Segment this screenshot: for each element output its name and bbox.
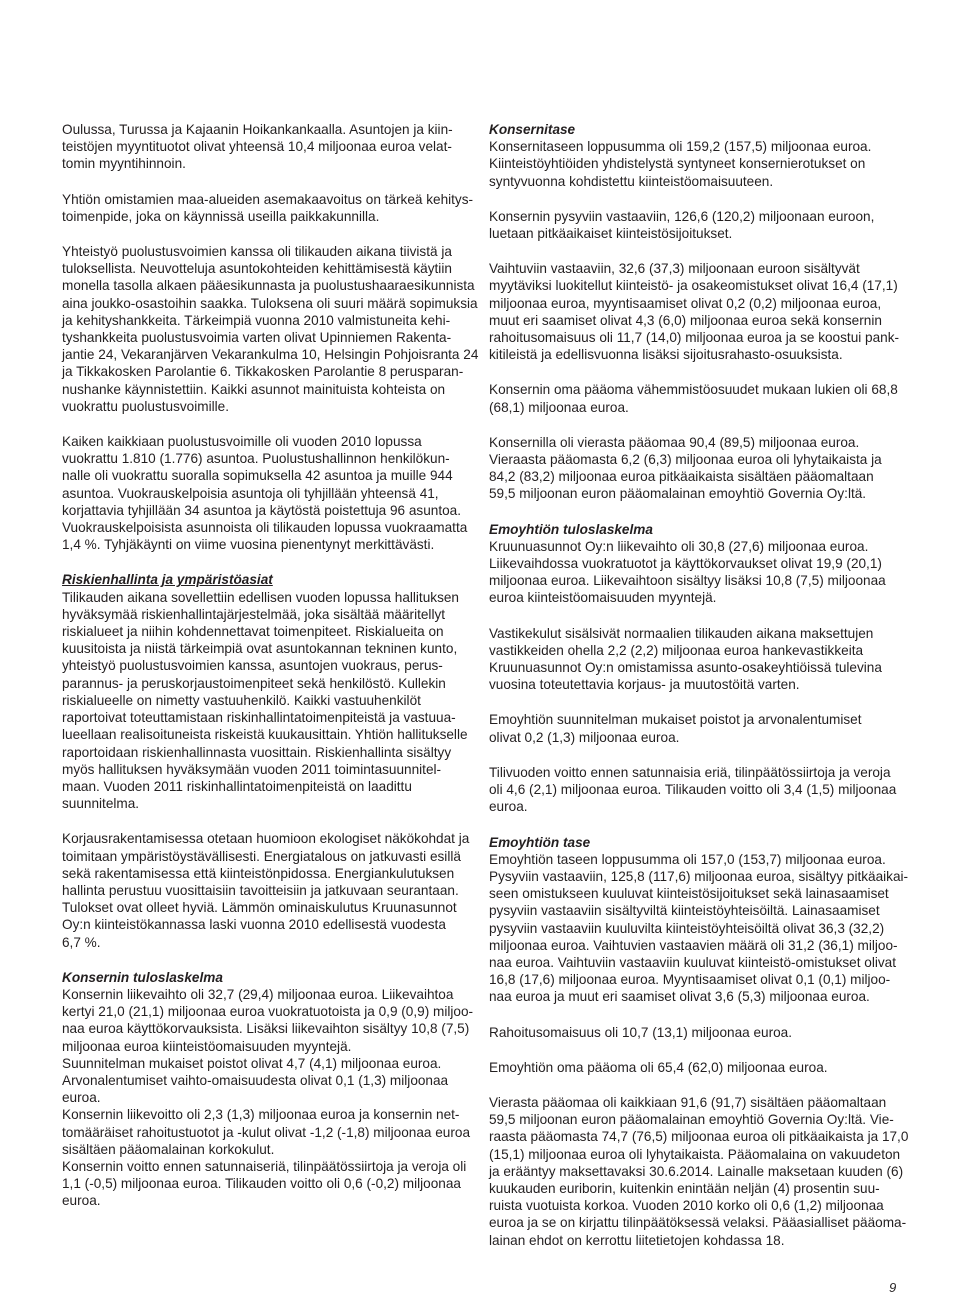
text-line: euroa ja se on kirjattu tilinpäätöksessä velaksi. Pääasialliset pääoma- xyxy=(489,1215,907,1231)
text-line: vastikkeiden ohella 2,2 (2,2) miljoonaa euroa hankevastikkeita xyxy=(489,642,864,658)
paragraph xyxy=(489,1094,909,1249)
text-line: nalle oli vuokrattu suoralla sopimuksella 42 asuntoa ja muille 944 xyxy=(62,468,453,484)
text-line: olivat 0,2 (1,3) miljoonaa euroa. xyxy=(489,729,680,745)
text-line: tuloksellista. Neuvotteluja asuntokohteiden kehittämisestä käytiin xyxy=(62,261,452,277)
text-line: yhteistyö puolustusvoimien kanssa, asuntojen vuokraus, perus- xyxy=(62,658,443,674)
text-line: Emoyhtiön oma pääoma oli 65,4 (62,0) miljoonaa euroa. xyxy=(489,1059,828,1075)
section-heading-group-balance: Konsernitase xyxy=(489,122,576,137)
text-line: Konsernitaseen loppusumma oli 159,2 (157,5) miljoonaa euroa. xyxy=(489,139,872,155)
text-line: parannus- ja peruskorjaustoimenpiteet sekä henkilöstö. Kullekin xyxy=(62,675,446,691)
text-line: raportoivat toteuttamistaan riskinhallintatoimenpiteistä ja vastuua- xyxy=(62,710,456,726)
text-line: raasta pääomasta 74,7 (76,5) miljoonaa euroa oli pitkäaikaista ja 17,0 xyxy=(489,1129,909,1145)
text-line: Konsernin voitto ennen satunnaiseriä, tilinpäätössiirtoja ja veroja oli xyxy=(62,1158,467,1174)
text-line: oli 4,6 (2,1) miljoonaa euroa. Tilikauden voitto oli 3,4 (1,5) miljoonaa xyxy=(489,782,897,798)
text-line: naa euroa. Vaihtuviin vastaaviin kuuluvat kiinteistö-omistukset olivat xyxy=(489,954,897,970)
text-line: luetaan pitkäaikaiset kiinteistösijoitukset. xyxy=(489,226,733,242)
text-line: 16,8 (17,6) miljoonaa euroa. Myyntisaamiset olivat 0,1 (0,1) miljoo- xyxy=(489,972,891,988)
text-line: sekä rakentamisessa että kiinteistönpidossa. Energiankulutuksen xyxy=(62,865,455,881)
text-line: Yhtiön omistamien maa-alueiden asemakaavoitus on tärkeä kehitys- xyxy=(62,191,474,207)
text-line: kuusitoista ja niistä tärkeimpiä ovat asuntokannan tekninen kunto, xyxy=(62,641,458,657)
text-line: (68,1) miljoonaa euroa. xyxy=(489,399,629,415)
text-line: riskialueet ja niihin kohdennettavat toimenpiteet. Riskialueita on xyxy=(62,624,444,640)
text-line: 6,7 %. xyxy=(62,934,101,950)
section-heading-parent-income: Emoyhtiön tuloslaskelma xyxy=(489,521,653,537)
text-line: Konsernin liikevoitto oli 2,3 (1,3) miljoonaa euroa ja konsernin net- xyxy=(62,1107,460,1123)
text-line: raportoidaan riskienhallinnasta vuosittain. Riskienhallinta sisältyy xyxy=(62,744,452,760)
text-line: euroa. xyxy=(62,1090,101,1106)
paragraph xyxy=(62,830,472,950)
text-line: toimenpide, joka on käynnissä useilla paikkakunnilla. xyxy=(62,208,380,224)
text-line: aina joukko-osastoihin saakka. Tuloksena oli suuri määrä sopimuksia xyxy=(62,295,478,311)
text-line: tomin myyntihinnoin. xyxy=(62,156,186,172)
paragraph xyxy=(489,711,904,745)
text-line: riskialueelle on nimetty vastuuhenkilö. Kaikki vastuuhenkilöt xyxy=(62,692,421,708)
text-line: Kiinteistöyhtiöiden yhdistelystä syntyneet konsernierotukset on xyxy=(489,156,866,172)
text-line: Konsernin pysyviin vastaaviin, 126,6 (120,2) miljoonaan euroon, xyxy=(489,208,875,224)
paragraph xyxy=(489,625,904,694)
text-line: (15,1) miljoonaa euroa oli lyhytaikaista. Pääomalaina on vakuudeton xyxy=(489,1146,901,1162)
text-line: kitileistä ja edellisvuonna lisäksi sijoitusrahasto-osuuksista. xyxy=(489,347,843,363)
section-heading-risk: Riskienhallinta ja ympäristöasiat xyxy=(62,572,273,588)
text-line: naa euroa ja muut eri saamiset olivat 3,6 (5,3) miljoonaa euroa. xyxy=(489,989,870,1005)
text-line: Konsernin liikevaihto oli 32,7 (29,4) miljoonaa euroa. Liikevaihtoa xyxy=(62,986,454,1002)
text-line: muut eri saamiset olivat 4,3 (6,0) miljoonaa euroa sekä konsernin xyxy=(489,312,882,328)
text-line: lainan ehdot on kerrottu liitetietojen kohdassa 18. xyxy=(489,1232,785,1248)
text-line: asuntoa. Vuokrauskelpoisia asuntoja oli tyhjillään yhteensä 41, xyxy=(62,485,439,501)
text-line: euroa. xyxy=(489,799,528,815)
text-line: Konsernin oma pääoma vähemmistöosuudet mukaan lukien oli 68,8 xyxy=(489,382,898,398)
text-line: hallinta perustuu vuosittaisiin tavoitteisiin ja jatkuvaan seurantaan. xyxy=(62,882,459,898)
text-line: Pysyviin vastaaviin, 125,8 (117,6) miljoonaa euroa, sisältyy pitkäaikai- xyxy=(489,868,909,884)
text-line: syntyvuonna kohdistettu kiinteistöomaisuuteen. xyxy=(489,173,774,189)
text-line: 84,2 (83,2) miljoonaa euroa pitkäaikaista sisältäen pääomaltaan xyxy=(489,469,874,485)
text-line: tyshankkeita puolustusvoimia varten olivat Upinniemen Rakenta- xyxy=(62,330,452,346)
paragraph xyxy=(489,208,904,242)
text-line: pysyviin vastaaviin kuuluvilta kiinteistöyhteisöiltä olivat 36,3 (32,2) xyxy=(489,920,885,936)
text-line: kuukauden euriborin, kuitenkin enintään neljän (4) prosentin suu- xyxy=(489,1180,880,1196)
text-line: tomääräiset rahoitustuotot ja -kulut olivat -1,2 (-1,8) miljoonaa euroa xyxy=(62,1124,471,1140)
paragraph xyxy=(489,260,904,363)
text-line: Oy:n kiinteistökannassa laski vuonna 2010 edellisestä vuodesta xyxy=(62,917,446,933)
paragraph xyxy=(62,121,472,173)
text-line: Korjausrakentamisessa otetaan huomioon ekologiset näkökohdat ja xyxy=(62,831,470,847)
left-column xyxy=(62,121,479,1210)
text-line: Vastikekulut sisälsivät normaalien tilikauden aikana maksettujen xyxy=(489,625,874,641)
text-line: Emoyhtiön suunnitelman mukaiset poistot ja arvonalentumiset xyxy=(489,712,862,728)
text-line: Tilivuoden voitto ennen satunnaisia eriä, tilinpäätössiirtoja ja veroja xyxy=(489,764,891,780)
paragraph xyxy=(489,538,904,607)
text-line: vuokrattu 1.810 (1.776) asuntoa. Puolustushallinnon henkilökun- xyxy=(62,451,450,467)
text-line: 1,1 (-0,5) miljoonaa euroa. Tilikauden voitto oli 0,6 (-0,2) miljoonaa xyxy=(62,1176,461,1192)
text-line: miljoonaa euroa. Liikevaihtoon sisältyy lisäksi 10,8 (7,5) miljoonaa xyxy=(489,573,886,589)
paragraph xyxy=(489,434,904,503)
text-line: Arvonalentumiset vaihto-omaisuudesta olivat 0,1 (1,3) miljoonaa xyxy=(62,1072,449,1088)
text-line: Vuokrauskelpoisista asunnoista oli tilikauden lopussa vuokraamatta xyxy=(62,520,468,536)
section-heading-parent-balance: Emoyhtiön tase xyxy=(489,834,591,850)
text-line: Tilikauden aikana sovellettiin edellisen vuoden lopussa hallituksen xyxy=(62,589,459,605)
text-line: Kruunuasunnot Oy:n omistamissa asunto-osakeyhtiöissä tulevina xyxy=(489,660,882,676)
text-line: ja kehityshankkeita. Tärkeimpiä vuonna 2010 valmistuneita kehi- xyxy=(62,312,451,328)
text-line: naa euroa käyttökorvauksista. Lisäksi liikevaihton sisältyy 10,8 (7,5) xyxy=(62,1021,470,1037)
text-line: monella tasolla alkaen pääesikunnasta ja puolustushaaraesikunnista xyxy=(62,278,475,294)
right-column xyxy=(489,121,909,1249)
text-line: toimitaan ympäristöystävällisesti. Energiatalous on jatkuvasti esillä xyxy=(62,848,461,864)
text-line: vuokrattu puolustusvoimille. xyxy=(62,398,229,414)
text-line: jantie 24, Vekaranjärven Vekarankulma 10, Helsingin Pohjoisranta 24 xyxy=(62,347,479,363)
text-line: ruista vuotuista korkoa. Vuoden 2010 korko oli 0,6 (1,2) miljoonaa xyxy=(489,1198,884,1214)
paragraph xyxy=(62,243,479,415)
text-line: miljoonaa euroa. Vaihtuvien vastaavien määrä oli 31,2 (36,1) miljoo- xyxy=(489,937,898,953)
text-line: Vieraasta pääomasta 6,2 (6,3) miljoonaa euroa oli lyhytaikaista ja xyxy=(489,452,882,468)
text-line: vuosina toteutettavia korjaus- ja muutostöitä varten. xyxy=(489,677,800,693)
text-line: Liikevaihdossa vuokratuotot ja käyttökorvaukset olivat 19,9 (20,1) xyxy=(489,556,882,572)
text-line: korjattavia tyhjillään 34 asuntoa ja käytöstä poistettuja 96 asuntoa. xyxy=(62,502,462,518)
paragraph xyxy=(489,764,904,816)
text-line: lueellaan realisoituneista riskeistä kuukausittain. Yhtiön hallitukselle xyxy=(62,727,468,743)
text-line: ja erääntyy maksettavaksi 30.6.2014. Lainalle maksetaan kuuden (6) xyxy=(489,1163,904,1179)
text-line: Konsernilla oli vierasta pääomaa 90,4 (89,5) miljoonaa euroa. xyxy=(489,434,860,450)
text-line: euroa kiinteistöomaisuuden myyntejä. xyxy=(489,590,717,606)
paragraph xyxy=(489,138,904,190)
text-line: Suunnitelman mukaiset poistot olivat 4,7 (4,1) miljoonaa euroa. xyxy=(62,1055,442,1071)
paragraph xyxy=(489,1059,904,1076)
text-line: suunnitelma. xyxy=(62,796,140,812)
text-line: rahoitusomaisuus oli 11,7 (14,0) miljoonaa euroa ja se koostui pank- xyxy=(489,330,900,346)
text-line: 59,5 miljoonan euron pääomalainan emoyhtiö Governia Oy:ltä. Vie- xyxy=(489,1112,894,1128)
text-line: Kaiken kaikkiaan puolustusvoimille oli vuoden 2010 lopussa xyxy=(62,434,422,450)
text-line: miljoonaa euroa, myyntisaamiset olivat 0,2 (0,2) miljoonaa euroa, xyxy=(489,295,882,311)
section-heading-group-income: Konsernin tuloslaskelma xyxy=(62,969,223,985)
text-line: teistöjen myyntituotot olivat yhteensä 10,4 miljoonaa euroa velat- xyxy=(62,139,452,155)
text-line: pysyviin vastaaviin sisältyviltä kiinteistöyhteisöiltä. Lainasaamiset xyxy=(489,903,880,919)
paragraph xyxy=(62,433,472,553)
text-line: Yhteistyö puolustusvoimien kanssa oli tilikauden aikana tiivistä ja xyxy=(62,244,452,260)
text-line: 59,5 miljoonan euron pääomalainan emoyhtiö Governia Oy:ltä. xyxy=(489,486,867,502)
text-line: maan. Vuoden 2011 riskinhallintatoimenpiteistä on laadittu xyxy=(62,778,412,794)
text-line: Emoyhtiön taseen loppusumma oli 157,0 (153,7) miljoonaa euroa. xyxy=(489,851,886,867)
paragraph xyxy=(62,589,472,813)
text-line: Vierasta pääomaa oli kaikkiaan 91,6 (91,7) sisältäen pääomaltaan xyxy=(489,1094,887,1110)
text-line: Kruunuasunnot Oy:n liikevaihto oli 30,8 (27,6) miljoonaa euroa. xyxy=(489,538,869,554)
text-line: Rahoitusomaisuus oli 10,7 (13,1) miljoonaa euroa. xyxy=(489,1024,793,1040)
text-line: Tulokset ovat olleet hyviä. Lämmön ominaiskulutus Kruunasunnot xyxy=(62,900,457,916)
paragraph xyxy=(489,381,904,415)
paragraph xyxy=(489,851,909,1006)
paragraph xyxy=(62,191,472,225)
text-line: euroa. xyxy=(62,1193,101,1209)
text-line: miljoonaa euroa kiinteistöomaisuuden myyntejä. xyxy=(62,1038,352,1054)
text-line: nushanke käynnistettiin. Kaikki asunnot mainituista kohteista on xyxy=(62,381,446,397)
text-line: 1,4 %. Tyhjäkäynti on viime vuosina pienentynyt merkittävästi. xyxy=(62,537,435,553)
page-number: 9 xyxy=(889,1280,897,1295)
paragraph xyxy=(489,1024,904,1041)
paragraph xyxy=(62,986,472,1210)
text-line: myös hallituksen hyväksymään vuoden 2011 toimintasuunnitel- xyxy=(62,761,442,777)
text-line: myytäviksi luokitellut kiinteistö- ja osakeomistukset olivat 16,4 (17,1) xyxy=(489,278,898,294)
text-line: kertyi 21,0 (21,1) miljoonaa euroa vuokratuotoista ja 0,9 (0,9) miljoo- xyxy=(62,1004,474,1020)
text-line: hyväksymää riskienhallintajärjestelmää, joka sisältää määritellyt xyxy=(62,606,446,622)
text-line: sisältäen pääomalainan korkokulut. xyxy=(62,1141,275,1157)
text-line: Oulussa, Turussa ja Kajaanin Hoikankankaalla. Asuntojen ja kiin- xyxy=(62,122,453,137)
text-line: seen omistukseen kuuluvat kiinteistösijoitukset sekä lainasaamiset xyxy=(489,886,889,902)
text-line: ja Tikkakosken Parolantie 6. Tikkakosken Parolantie 8 perusparan- xyxy=(62,364,464,380)
text-line: Vaihtuviin vastaaviin, 32,6 (37,3) miljoonaan euroon sisältyvät xyxy=(489,261,860,277)
